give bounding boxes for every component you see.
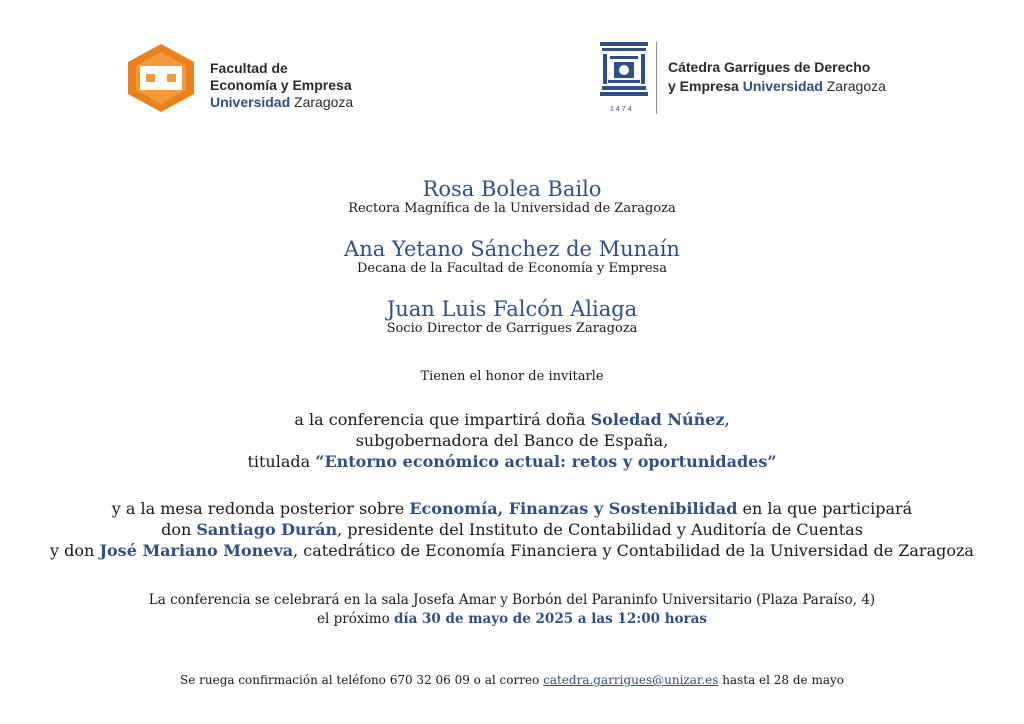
host-3 <box>0 297 1024 337</box>
seal-year: 1474 <box>610 106 634 113</box>
round-table-line3 <box>0 540 1024 561</box>
rsvp-footer <box>0 672 1024 688</box>
conference-line1 <box>0 409 1024 430</box>
faculty-logo <box>126 42 396 122</box>
conference-title-line <box>0 451 1024 472</box>
venue-line1: La conferencia se celebrará en la sala Josefa Amar y Borbón del Paraninfo Universitario (Plaza Paraíso, 4) <box>148 592 876 608</box>
host-role: Rectora Magnífica de la Universidad de Zaragoza <box>348 201 676 216</box>
rt-topic: Economía, Finanzas y Sostenibilidad <box>409 499 738 518</box>
chair-univ: Universidad <box>742 78 823 94</box>
chair-line2-prefix: y Empresa <box>668 78 739 94</box>
chair-line1: Cátedra Garrigues de Derecho <box>668 59 871 75</box>
title-pre: titulada <box>247 452 311 471</box>
chair-line2 <box>668 77 886 96</box>
conference-block <box>0 409 1024 472</box>
rt-l2-pre: don <box>161 520 192 539</box>
rsvp-post: hasta el 28 de mayo <box>722 673 845 687</box>
conference-pre: a la conferencia que impartirá doña <box>294 410 586 429</box>
venue-block <box>0 591 1024 629</box>
rt-l3-pre: y don <box>50 541 95 560</box>
university-seal-icon <box>598 40 650 104</box>
faculty-line3 <box>210 94 353 111</box>
faculty-zaragoza: Zaragoza <box>294 94 354 110</box>
round-table-line2 <box>0 519 1024 540</box>
faculty-line1: Facultad de <box>210 60 288 76</box>
venue-line2 <box>0 610 1024 629</box>
host-1 <box>0 177 1024 217</box>
round-table-line1 <box>0 498 1024 519</box>
speaker-role: subgobernadora del Banco de España, <box>355 431 669 450</box>
faculty-line2: Economía y Empresa <box>210 77 352 93</box>
venue-pre: el próximo <box>317 611 390 627</box>
rsvp-pre: Se ruega confirmación al teléfono 670 32 06 09 o al correo <box>179 673 540 687</box>
conference-post: , <box>724 410 730 429</box>
rt-panelist-2: José Mariano Moneva <box>99 541 294 560</box>
chair-logo <box>598 40 928 120</box>
faculty-logo-text <box>210 60 353 111</box>
event-date: día 30 de mayo de 2025 a las 12:00 horas <box>394 611 707 627</box>
faculty-univ: Universidad <box>210 94 291 110</box>
chair-zaragoza: Zaragoza <box>826 78 886 94</box>
host-name: Ana Yetano Sánchez de Munaín <box>344 237 680 261</box>
rt-l2-post: , presidente del Instituto de Contabilidad y Auditoría de Cuentas <box>337 520 863 539</box>
speaker-name: Soledad Núñez <box>590 410 725 429</box>
rt-l1-pre: y a la mesa redonda posterior sobre <box>111 499 405 518</box>
host-role: Decana de la Facultad de Economía y Empresa <box>357 261 667 276</box>
logo-divider <box>656 42 657 114</box>
host-name: Rosa Bolea Bailo <box>422 177 602 201</box>
rt-l1-post: en la que participará <box>742 499 913 518</box>
rsvp-email-link[interactable]: catedra.garrigues@unizar.es <box>543 673 719 687</box>
invite-line: Tienen el honor de invitarle <box>420 369 604 384</box>
faculty-emblem-icon <box>126 42 196 114</box>
rt-panelist-1: Santiago Durán <box>196 520 338 539</box>
chair-logo-text <box>668 58 886 96</box>
rt-l3-post: , catedrático de Economía Financiera y Contabilidad de la Universidad de Zaragoza <box>293 541 974 560</box>
host-2 <box>0 237 1024 277</box>
host-role: Socio Director de Garrigues Zaragoza <box>386 321 638 336</box>
conference-title: “Entorno económico actual: retos y oportunidades” <box>315 452 777 471</box>
round-table-block <box>0 498 1024 561</box>
host-name: Juan Luis Falcón Aliaga <box>386 297 638 321</box>
